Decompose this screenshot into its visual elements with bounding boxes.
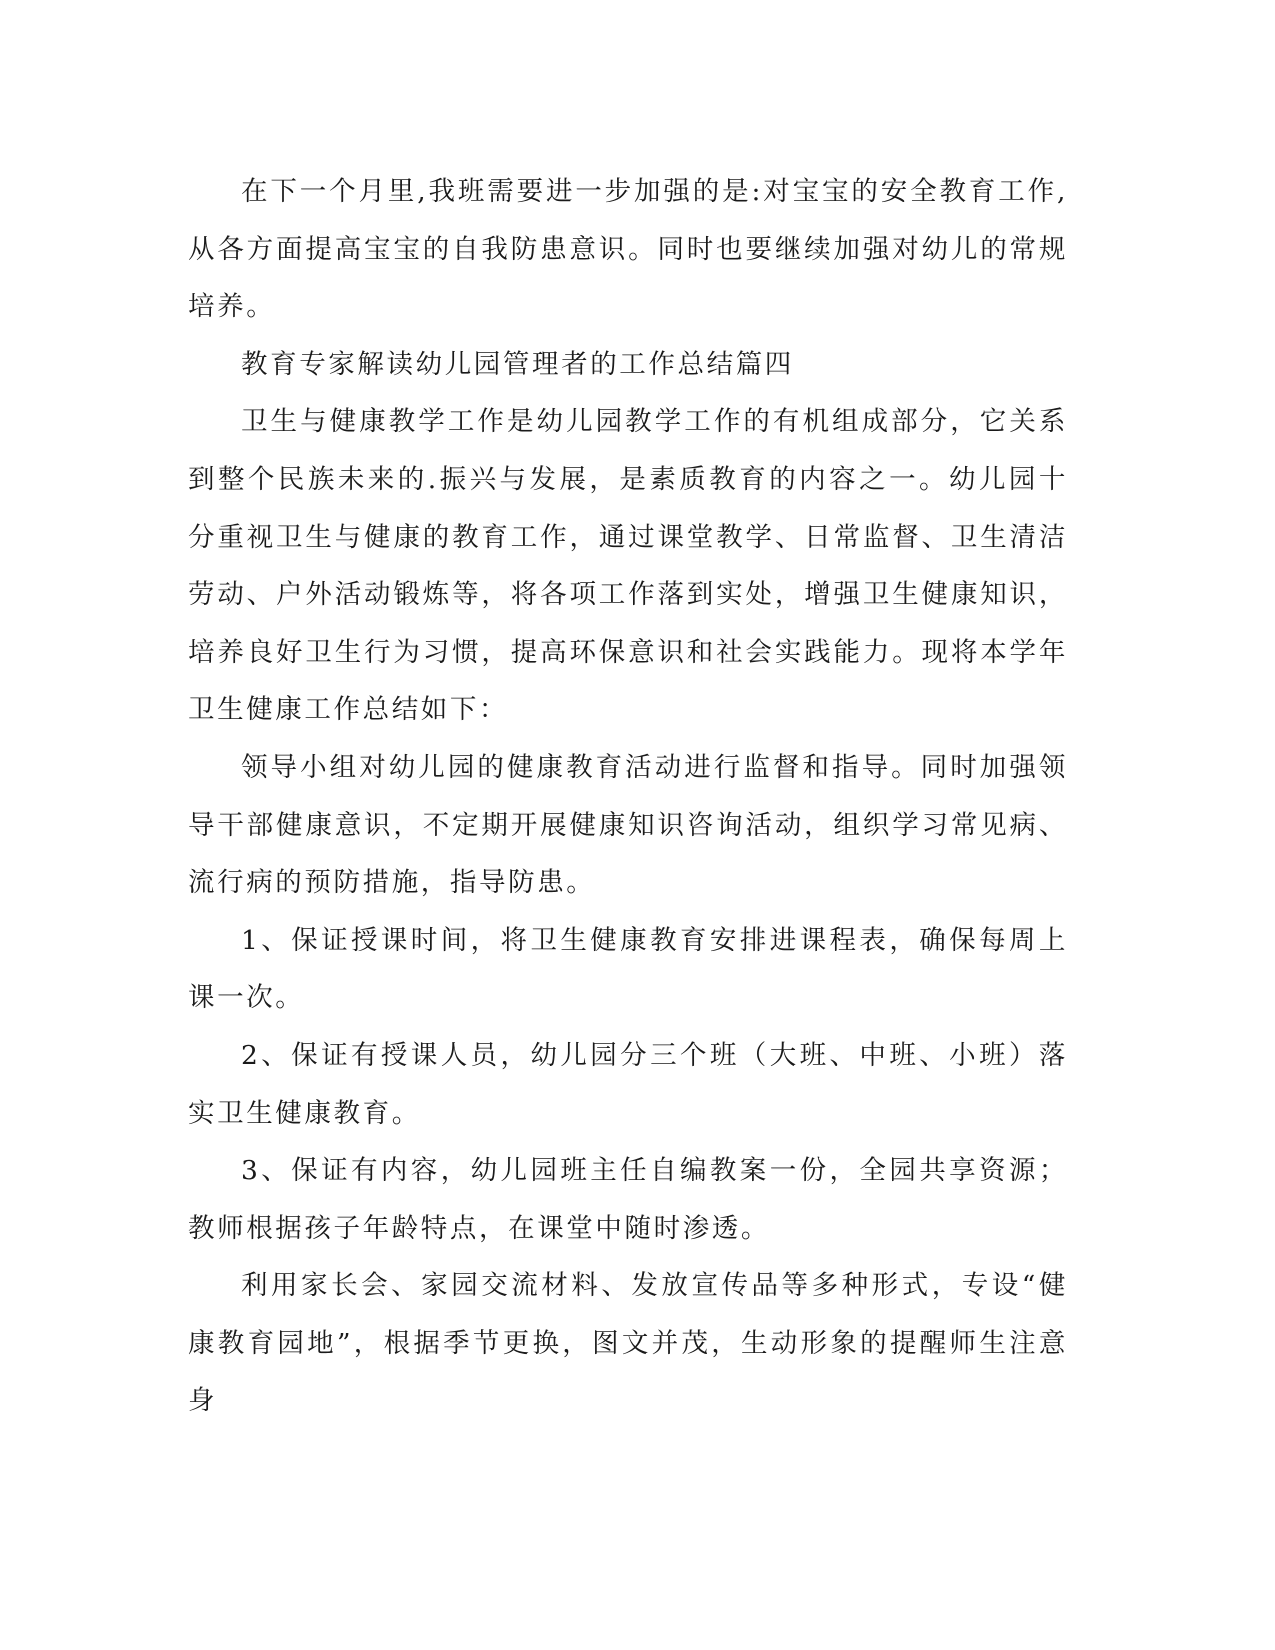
paragraph-publicity: 利用家长会、家园交流材料、发放宣传品等多种形式，专设“健康教育园地”，根据季节更换，图文并茂，生动形象的提醒师生注意身 — [188, 1270, 1068, 1417]
paragraph-intro: 卫生与健康教学工作是幼儿园教学工作的有机组成部分，它关系到整个民族未来的.振兴与发展，是素质教育的内容之一。幼儿园十分重视卫生与健康的教育工作，通过课堂教学、日常监督、卫生清洁劳动、户外活动锻炼等，将各项工作落到实处，增强卫生健康知识，培养良好卫生行为习惯，提高环保意识和社会实践能力。现将本学年卫生健康工作总结如下： — [188, 406, 1068, 726]
document-body — [188, 163, 1068, 1430]
paragraph-item-3: 3、保证有内容，幼儿园班主任自编教案一份，全园共享资源；教师根据孩子年龄特点，在课堂中随时渗透。 — [188, 1155, 1068, 1244]
paragraph-leadership: 领导小组对幼儿园的健康教育活动进行监督和指导。同时加强领导干部健康意识，不定期开展健康知识咨询活动，组织学习常见病、流行病的预防措施，指导防患。 — [188, 751, 1068, 899]
paragraph-item-1: 1、保证授课时间，将卫生健康教育安排进课程表，确保每周上课一次。 — [188, 924, 1068, 1014]
section-title: 教育专家解读幼儿园管理者的工作总结篇四 — [241, 348, 794, 380]
paragraph-safety-plan: 在下一个月里,我班需要进一步加强的是:对宝宝的安全教育工作,从各方面提高宝宝的自我防患意识。同时也要继续加强对幼儿的常规培养。 — [188, 176, 1068, 323]
paragraph-item-2: 2、保证有授课人员，幼儿园分三个班（大班、中班、小班）落实卫生健康教育。 — [188, 1039, 1068, 1129]
